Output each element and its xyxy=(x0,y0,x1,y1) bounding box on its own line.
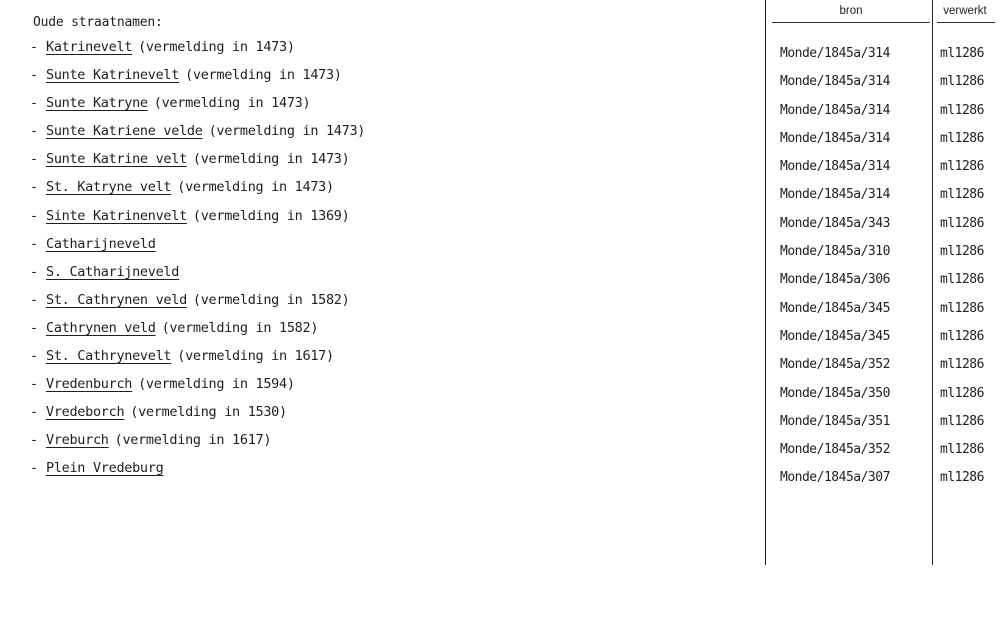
verwerkt-cell: ml1286 xyxy=(940,215,984,231)
mention-note: (vermelding in 1473) xyxy=(138,39,295,55)
list-dash: - xyxy=(30,179,38,196)
list-dash: - xyxy=(30,460,38,477)
column-header-verwerkt: verwerkt xyxy=(943,5,987,17)
street-name-item xyxy=(30,402,365,430)
street-name-item xyxy=(30,290,365,318)
street-name: Plein Vredeburg xyxy=(46,460,164,477)
verwerkt-cell: ml1286 xyxy=(940,470,984,486)
bron-cell: Monde/1845a/314 xyxy=(780,46,890,61)
street-name-item xyxy=(30,177,365,205)
street-name-item xyxy=(30,234,365,262)
street-name-item xyxy=(30,346,365,374)
street-name-item xyxy=(30,149,365,177)
list-dash: - xyxy=(30,432,38,449)
street-name: Vredenburch xyxy=(46,376,133,393)
list-dash: - xyxy=(30,319,38,336)
verwerkt-cell: ml1286 xyxy=(940,102,984,118)
header-underline-verwerkt xyxy=(937,22,995,23)
bron-column xyxy=(780,44,890,497)
verwerkt-cell: ml1286 xyxy=(940,244,984,260)
street-name: Sinte Katrinenvelt xyxy=(46,207,187,224)
street-name-item xyxy=(30,374,365,402)
street-name: Sunte Katrinevelt xyxy=(46,67,180,84)
street-name: S. Catharijneveld xyxy=(46,263,180,280)
street-name: Sunte Katriene velde xyxy=(46,123,203,140)
verwerkt-cell: ml1286 xyxy=(940,328,984,344)
street-name-item xyxy=(30,65,365,93)
list-dash: - xyxy=(30,404,38,421)
column-header-bron: bron xyxy=(839,5,863,17)
verwerkt-cell: ml1286 xyxy=(940,413,984,429)
street-name: Vreburch xyxy=(46,432,109,449)
mention-note: (vermelding in 1530) xyxy=(130,404,287,421)
verwerkt-cell: ml1286 xyxy=(940,357,984,373)
verwerkt-cell: ml1286 xyxy=(940,130,984,146)
verwerkt-cell: ml1286 xyxy=(940,187,984,203)
street-name: Vredeborch xyxy=(46,404,125,421)
bron-cell: Monde/1845a/352 xyxy=(780,442,890,458)
street-name: Sunte Katrine velt xyxy=(46,151,187,168)
bron-cell: Monde/1845a/314 xyxy=(780,130,890,146)
street-name-list xyxy=(30,37,365,487)
mention-note: (vermelding in 1617) xyxy=(114,432,272,449)
street-name-item xyxy=(30,430,365,458)
mention-note: (vermelding in 1473) xyxy=(185,67,342,84)
street-name-item xyxy=(30,206,365,234)
table-left-border xyxy=(765,0,766,565)
list-dash: - xyxy=(30,39,38,55)
street-name-item xyxy=(30,318,365,346)
bron-cell: Monde/1845a/307 xyxy=(780,470,890,486)
verwerkt-cell: ml1286 xyxy=(940,46,984,61)
mention-note: (vermelding in 1473) xyxy=(208,123,366,140)
bron-cell: Monde/1845a/343 xyxy=(780,215,890,231)
mention-note: (vermelding in 1473) xyxy=(153,95,311,112)
page-heading: Oude straatnamen: xyxy=(33,15,163,30)
table-column-divider xyxy=(932,0,933,565)
list-dash: - xyxy=(30,123,38,140)
list-dash: - xyxy=(30,348,38,365)
bron-cell: Monde/1845a/345 xyxy=(780,328,890,344)
list-dash: - xyxy=(30,207,38,224)
verwerkt-cell: ml1286 xyxy=(940,385,984,401)
verwerkt-cell: ml1286 xyxy=(940,442,984,458)
street-name: Katrinevelt xyxy=(46,39,133,55)
bron-cell: Monde/1845a/350 xyxy=(780,385,890,401)
bron-cell: Monde/1845a/314 xyxy=(780,74,890,90)
list-dash: - xyxy=(30,151,38,168)
street-name: Catharijneveld xyxy=(46,235,156,252)
header-underline-bron xyxy=(772,22,930,23)
mention-note: (vermelding in 1582) xyxy=(192,291,350,308)
street-name: Cathrynen veld xyxy=(46,319,156,336)
street-name: St. Cathrynen veld xyxy=(46,291,187,308)
verwerkt-cell: ml1286 xyxy=(940,159,984,175)
list-dash: - xyxy=(30,376,38,393)
mention-note: (vermelding in 1473) xyxy=(177,179,334,196)
list-dash: - xyxy=(30,235,38,252)
bron-cell: Monde/1845a/352 xyxy=(780,357,890,373)
list-dash: - xyxy=(30,291,38,308)
verwerkt-cell: ml1286 xyxy=(940,300,984,316)
street-name-item xyxy=(30,93,365,121)
list-dash: - xyxy=(30,95,38,112)
mention-note: (vermelding in 1617) xyxy=(177,348,334,365)
street-name: Sunte Katryne xyxy=(46,95,148,112)
verwerkt-column xyxy=(940,44,984,497)
street-name: St. Cathrynevelt xyxy=(46,348,172,365)
bron-cell: Monde/1845a/314 xyxy=(780,159,890,175)
list-dash: - xyxy=(30,67,38,84)
verwerkt-cell: ml1286 xyxy=(940,74,984,90)
mention-note: (vermelding in 1473) xyxy=(192,151,350,168)
list-dash: - xyxy=(30,263,38,280)
bron-cell: Monde/1845a/314 xyxy=(780,102,890,118)
mention-note: (vermelding in 1594) xyxy=(138,376,295,393)
street-name-item xyxy=(30,262,365,290)
bron-cell: Monde/1845a/310 xyxy=(780,244,890,260)
street-name-item xyxy=(30,458,365,486)
street-name-item xyxy=(30,37,365,65)
mention-note: (vermelding in 1582) xyxy=(161,319,319,336)
bron-cell: Monde/1845a/314 xyxy=(780,187,890,203)
street-name: St. Katryne velt xyxy=(46,179,172,196)
bron-cell: Monde/1845a/306 xyxy=(780,272,890,288)
street-name-item xyxy=(30,121,365,149)
verwerkt-cell: ml1286 xyxy=(940,272,984,288)
bron-cell: Monde/1845a/351 xyxy=(780,413,890,429)
bron-cell: Monde/1845a/345 xyxy=(780,300,890,316)
mention-note: (vermelding in 1369) xyxy=(192,207,350,224)
